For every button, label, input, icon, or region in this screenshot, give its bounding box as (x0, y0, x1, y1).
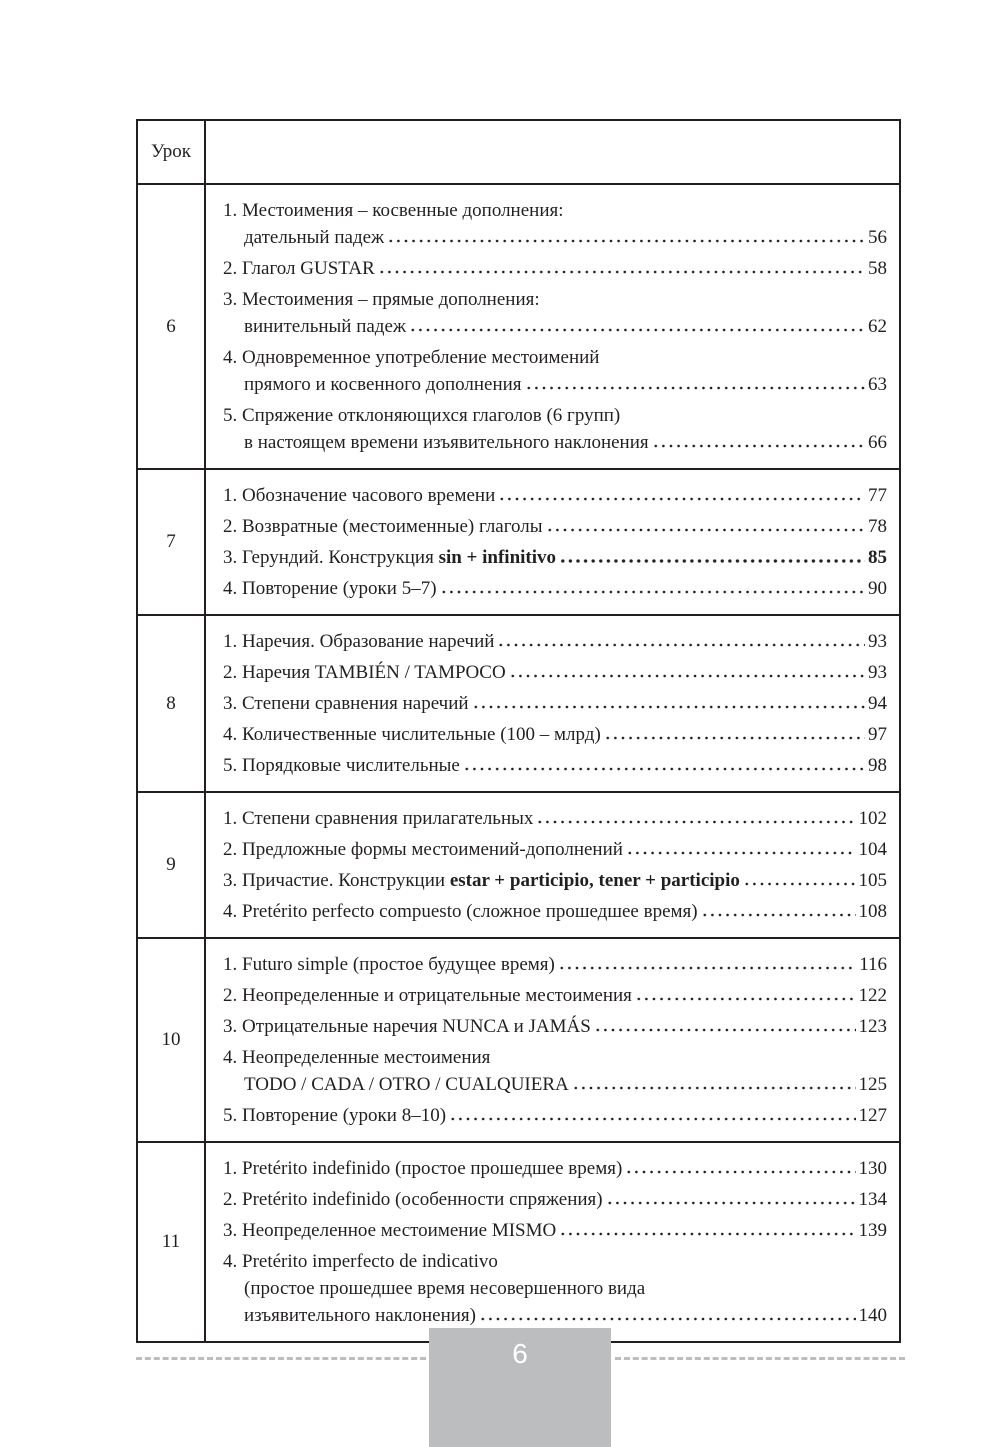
lesson-row (137, 615, 900, 792)
entry-title (244, 313, 406, 340)
toc-entry[interactable] (223, 286, 887, 340)
toc-entry[interactable] (223, 197, 887, 251)
entry-title-text: дательный падеж (244, 227, 385, 248)
lesson-row (137, 938, 900, 1142)
topics-column-header (205, 120, 900, 184)
entry-title-text: 2. Предложные формы местоимений-дополнений (223, 839, 623, 860)
page-reference[interactable]: 130 (858, 1158, 887, 1179)
toc-entry[interactable] (223, 805, 887, 832)
entry-title (223, 752, 460, 779)
entry-title (244, 1071, 569, 1098)
entry-title-text: TODO / CADA / OTRO / CUALQUIERA (244, 1074, 569, 1095)
dot-leader (463, 752, 865, 771)
entry-title-text: 1. Обозначение часового времени (223, 485, 496, 506)
header-row (137, 120, 900, 184)
entry-title (223, 544, 556, 571)
entry-title (244, 224, 384, 251)
dot-leader (440, 575, 865, 594)
lesson-number: 7 (137, 469, 205, 615)
entry-title-text: 3. Степени сравнения наречий (223, 693, 469, 714)
entry-title (223, 721, 601, 748)
dot-leader (387, 224, 865, 243)
page-reference[interactable]: 102 (858, 808, 887, 829)
toc-entry[interactable] (223, 836, 887, 863)
entry-title (223, 1217, 556, 1244)
entry-title-text: 2. Глагол GUSTAR (223, 258, 375, 279)
page-reference[interactable]: 56 (868, 227, 887, 248)
dot-leader (449, 1102, 855, 1121)
entry-title-text: изъявительного наклонения) (244, 1305, 476, 1326)
dot-leader (743, 867, 856, 886)
lesson-topics (205, 792, 900, 938)
lesson-topics (205, 938, 900, 1142)
lesson-number: 6 (137, 184, 205, 469)
lesson-topics (205, 469, 900, 615)
toc-entry[interactable] (223, 628, 887, 655)
dot-leader (635, 982, 856, 1001)
page-reference[interactable]: 62 (868, 316, 887, 337)
dot-leader (559, 1217, 855, 1236)
toc-entry[interactable] (223, 575, 887, 602)
page-reference[interactable]: 97 (868, 724, 887, 745)
entry-title (223, 513, 543, 540)
page-reference[interactable]: 63 (868, 374, 887, 395)
page-reference[interactable]: 140 (858, 1305, 887, 1326)
toc-entry[interactable] (223, 513, 887, 540)
toc-entry[interactable] (223, 255, 887, 282)
entry-title-text: 3. Герундий. Конструкция (223, 547, 439, 568)
page-reference[interactable]: 98 (868, 755, 887, 776)
page-reference[interactable]: 58 (868, 258, 887, 279)
dot-leader (509, 659, 865, 678)
page-reference[interactable]: 104 (858, 839, 887, 860)
dot-leader (626, 836, 856, 855)
entry-title (244, 371, 522, 398)
footer-dashed-line-right (615, 1357, 905, 1360)
entry-title (223, 628, 494, 655)
page-reference[interactable]: 94 (868, 693, 887, 714)
entry-title (223, 1155, 622, 1182)
entry-title-text: 2. Возвратные (местоименные) глаголы (223, 516, 543, 537)
lesson-row (137, 792, 900, 938)
toc-entry[interactable] (223, 867, 887, 894)
page-reference[interactable]: 105 (858, 870, 887, 891)
lesson-column-header: Урок (137, 120, 205, 184)
entry-title-bold: estar + participio, tener + participio (449, 870, 740, 891)
entry-title-text: в настоящем времени изъявительного наклонения (244, 432, 649, 453)
page-reference[interactable]: 122 (858, 985, 887, 1006)
entry-title-text: 1. Степени сравнения прилагательных (223, 808, 534, 829)
entry-title-text: 3. Неопределенное местоимение MISMO (223, 1220, 557, 1241)
toc-entry[interactable] (223, 344, 887, 398)
dot-leader (472, 690, 865, 709)
entry-title (223, 482, 495, 509)
entry-title-text: 1. Наречия. Образование наречий (223, 631, 495, 652)
entry-title (223, 1186, 603, 1213)
page-reference[interactable]: 125 (858, 1074, 887, 1095)
dot-leader (409, 313, 865, 332)
entry-title (223, 982, 632, 1009)
page-reference[interactable]: 123 (858, 1016, 887, 1037)
dot-leader (594, 1013, 856, 1032)
entry-title (223, 867, 740, 894)
toc-entry[interactable] (223, 1217, 887, 1244)
toc-entry[interactable] (223, 1102, 887, 1129)
page-number: 6 (512, 1338, 528, 1369)
entry-title-text: 4. Количественные числительные (100 – млрд) (223, 724, 601, 745)
dot-leader (497, 628, 865, 647)
toc-entry[interactable] (223, 1044, 887, 1098)
entry-title (223, 1102, 446, 1129)
entry-title (223, 659, 506, 686)
entry-title-text: 4. Pretérito perfecto compuesto (сложное прошедшее время) (223, 901, 698, 922)
dot-leader (536, 805, 855, 824)
page-reference[interactable]: 90 (868, 578, 887, 599)
dot-leader (479, 1302, 856, 1321)
toc-entry[interactable] (223, 1248, 887, 1329)
page-reference[interactable]: 77 (868, 485, 887, 506)
entry-title (223, 805, 533, 832)
entry-title (223, 1013, 591, 1040)
toc-entry[interactable] (223, 1155, 887, 1182)
entry-title (223, 836, 623, 863)
dot-leader (606, 1186, 856, 1205)
entry-title-line: (простое прошедшее время несовершенного вида (244, 1278, 646, 1299)
lesson-row (137, 1142, 900, 1342)
page-reference[interactable]: 108 (858, 901, 887, 922)
entry-title (223, 951, 555, 978)
toc-entry[interactable] (223, 659, 887, 686)
lesson-row (137, 184, 900, 469)
entry-title-text: 2. Неопределенные и отрицательные местоимения (223, 985, 632, 1006)
toc-entry[interactable] (223, 951, 887, 978)
page-reference[interactable]: 93 (868, 662, 887, 683)
entry-title-text: 1. Pretérito indefinido (простое прошедшее время) (223, 1158, 623, 1179)
toc-entry[interactable] (223, 1186, 887, 1213)
toc-entry[interactable] (223, 1013, 887, 1040)
toc-entry[interactable] (223, 482, 887, 509)
entry-title-bold: sin + infinitivo (438, 547, 557, 568)
entry-title-text: 3. Отрицательные наречия NUNCA и JAMÁS (223, 1016, 591, 1037)
page-reference[interactable]: 85 (868, 547, 887, 568)
entry-title-text: 5. Повторение (уроки 8–10) (223, 1105, 447, 1126)
entry-title-line: 4. Неопределенные местоимения (223, 1047, 491, 1068)
lesson-number: 11 (137, 1142, 205, 1342)
dot-leader (701, 898, 856, 917)
entry-title-text: прямого и косвенного дополнения (244, 374, 522, 395)
dot-leader (525, 371, 865, 390)
entry-title-text: 1. Futuro simple (простое будущее время) (223, 954, 555, 975)
entry-title-text: 2. Наречия TAMBIÉN / TAMPOCO (223, 662, 506, 683)
entry-title-line: 3. Местоимения – прямые дополнения: (223, 289, 540, 310)
footer-dashed-line-left (136, 1357, 426, 1360)
toc-entry[interactable] (223, 690, 887, 717)
page-reference[interactable]: 78 (868, 516, 887, 537)
toc-entry[interactable] (223, 752, 887, 779)
page-reference[interactable]: 127 (858, 1105, 887, 1126)
toc-entry[interactable] (223, 898, 887, 925)
dot-leader (572, 1071, 856, 1090)
entry-title-text: 3. Причастие. Конструкции (223, 870, 450, 891)
entry-title-text: винительный падеж (244, 316, 407, 337)
page-number-box (429, 1328, 611, 1447)
lesson-number: 9 (137, 792, 205, 938)
dot-leader (546, 513, 865, 532)
page-reference[interactable]: 66 (868, 432, 887, 453)
page-reference[interactable]: 116 (859, 954, 887, 975)
dot-leader (604, 721, 865, 740)
toc-entry[interactable] (223, 402, 887, 456)
toc-entry[interactable] (223, 544, 887, 571)
table-of-contents (136, 119, 901, 1343)
toc-entry[interactable] (223, 721, 887, 748)
entry-title-line: 4. Pretérito imperfecto de indicativo (223, 1251, 498, 1272)
entry-title (223, 898, 698, 925)
dot-leader (498, 482, 865, 501)
dot-leader (378, 255, 865, 274)
entry-title (244, 1302, 476, 1329)
lesson-topics (205, 184, 900, 469)
toc-entry[interactable] (223, 982, 887, 1009)
entry-title-text: 2. Pretérito indefinido (особенности спряжения) (223, 1189, 603, 1210)
dot-leader (558, 951, 856, 970)
entry-title (244, 429, 649, 456)
page-reference[interactable]: 93 (868, 631, 887, 652)
lesson-topics (205, 1142, 900, 1342)
entry-title-text: 5. Порядковые числительные (223, 755, 460, 776)
page-reference[interactable]: 139 (858, 1220, 887, 1241)
dot-leader (625, 1155, 855, 1174)
dot-leader (652, 429, 865, 448)
entry-title (223, 255, 375, 282)
entry-title-text: 4. Повторение (уроки 5–7) (223, 578, 437, 599)
entry-title (223, 690, 469, 717)
entry-title (223, 575, 437, 602)
lesson-topics (205, 615, 900, 792)
page-reference[interactable]: 134 (858, 1189, 887, 1210)
entry-title-line: 4. Одновременное употребление местоимений (223, 347, 600, 368)
entry-title-line: 1. Местоимения – косвенные дополнения: (223, 200, 564, 221)
lesson-number: 8 (137, 615, 205, 792)
lesson-number: 10 (137, 938, 205, 1142)
dot-leader (559, 544, 865, 563)
entry-title-line: 5. Спряжение отклоняющихся глаголов (6 групп) (223, 405, 621, 426)
lesson-row (137, 469, 900, 615)
